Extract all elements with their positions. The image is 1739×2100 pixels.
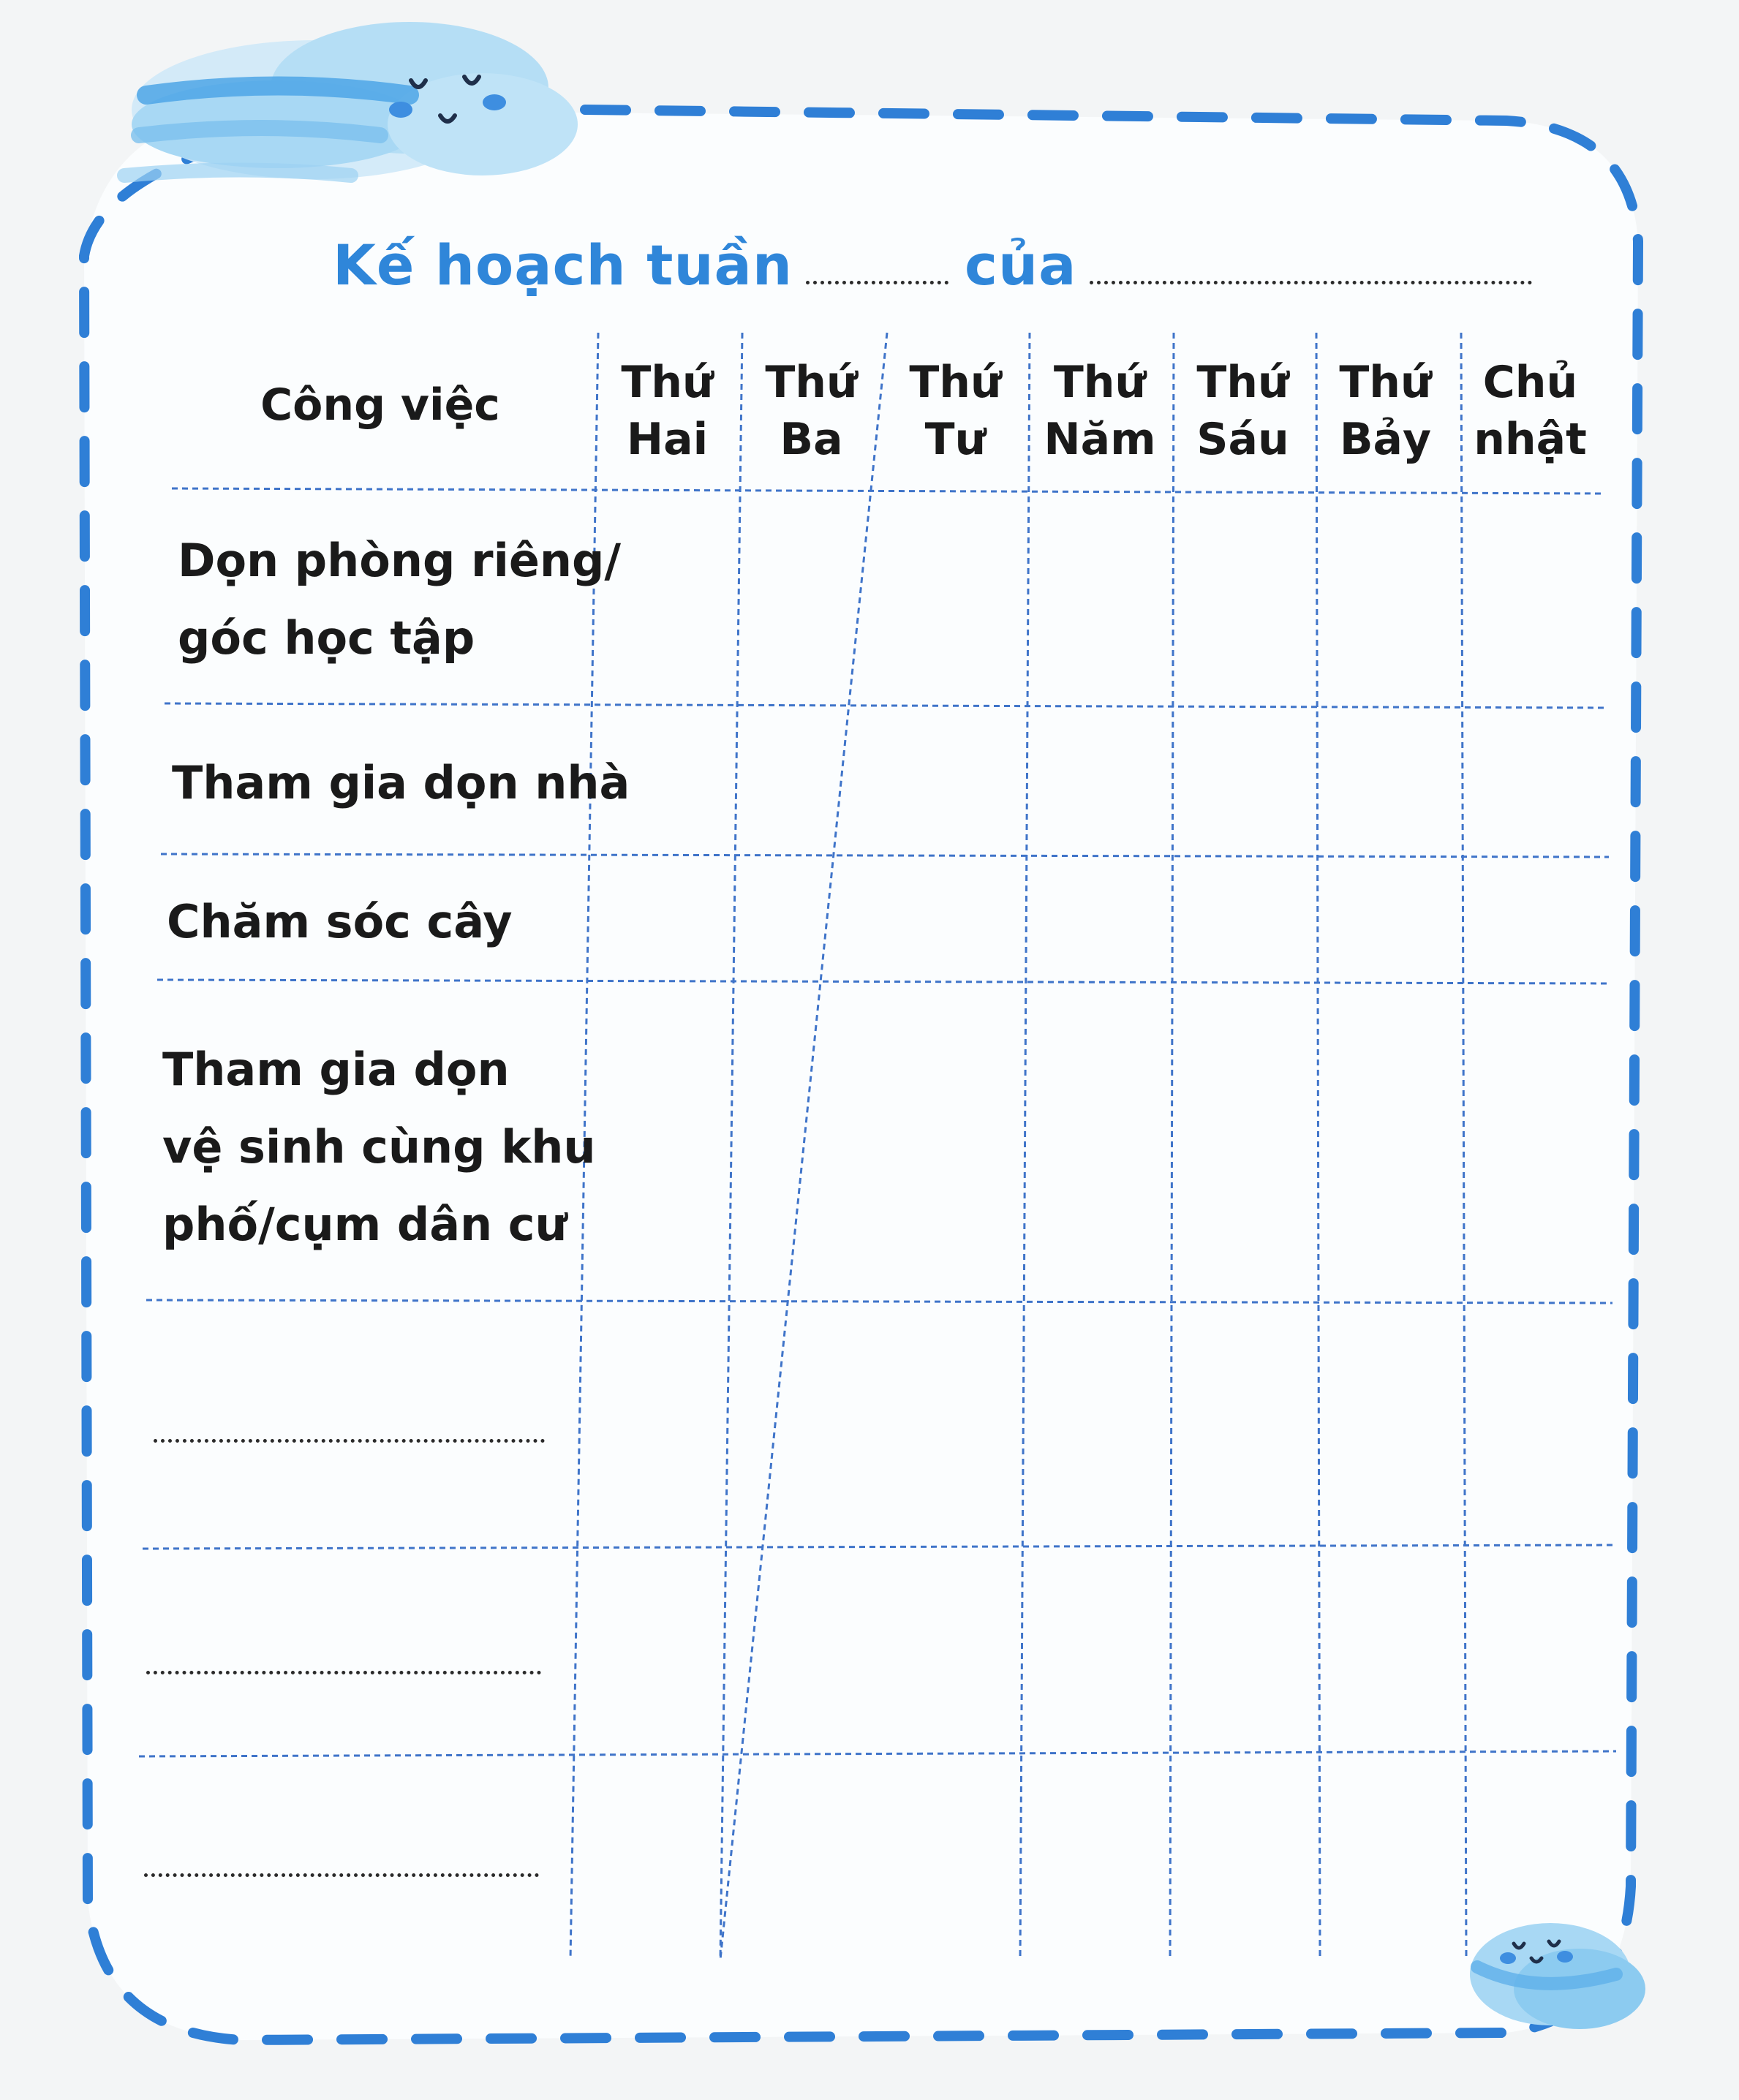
day-header-thursday	[1027, 354, 1173, 468]
day-header-line2: Tư	[924, 414, 987, 465]
task-line2: vệ sinh cùng khu	[162, 1120, 596, 1174]
day-header-friday	[1172, 354, 1314, 468]
day-header-line2: Hai	[626, 414, 709, 465]
day-header-sunday	[1459, 354, 1602, 468]
day-header-line2: nhật	[1474, 414, 1587, 465]
task-line1: Tham gia dọn	[162, 1043, 510, 1096]
day-header-line1: Thứ	[1339, 357, 1432, 408]
day-header-line1: Thứ	[909, 357, 1002, 408]
title-prefix: Kế hoạch tuần	[333, 233, 793, 298]
task-label-clean-room	[178, 522, 621, 677]
day-header-tuesday	[740, 354, 883, 468]
day-header-monday	[596, 354, 739, 468]
day-header-line1: Thứ	[1196, 357, 1289, 408]
day-header-line2: Bảy	[1339, 414, 1432, 465]
title-connector: của	[964, 233, 1077, 298]
task-line1: Tham gia dọn nhà	[172, 756, 630, 809]
week-fill-line[interactable]	[806, 243, 948, 284]
blank-task-fill-line-2[interactable]	[146, 1671, 541, 1674]
task-line3: phố/cụm dân cư	[162, 1198, 567, 1251]
day-header-line1: Thứ	[621, 357, 714, 408]
task-line2: góc học tập	[178, 611, 475, 665]
task-column-header: Công việc	[260, 379, 500, 431]
day-header-line2: Ba	[780, 414, 843, 465]
day-header-line2: Năm	[1044, 414, 1156, 465]
name-fill-line[interactable]	[1090, 243, 1532, 284]
task-label-neighborhood-cleanup	[162, 1031, 596, 1264]
page-title	[333, 233, 1548, 298]
day-header-line1: Chủ	[1482, 357, 1578, 408]
task-line1: Dọn phòng riêng/	[178, 534, 622, 587]
day-header-line1: Thứ	[1053, 357, 1147, 408]
blank-task-fill-line-1[interactable]	[154, 1439, 545, 1443]
day-header-saturday	[1314, 354, 1457, 468]
cloud-face-icon	[124, 22, 578, 179]
task-label-clean-house	[172, 744, 630, 822]
task-label-plant-care	[167, 883, 513, 961]
day-header-wednesday	[884, 354, 1027, 468]
day-header-line1: Thứ	[765, 357, 858, 408]
day-header-line2: Sáu	[1196, 414, 1289, 465]
blank-task-fill-line-3[interactable]	[144, 1873, 539, 1877]
task-line1: Chăm sóc cây	[167, 895, 513, 948]
